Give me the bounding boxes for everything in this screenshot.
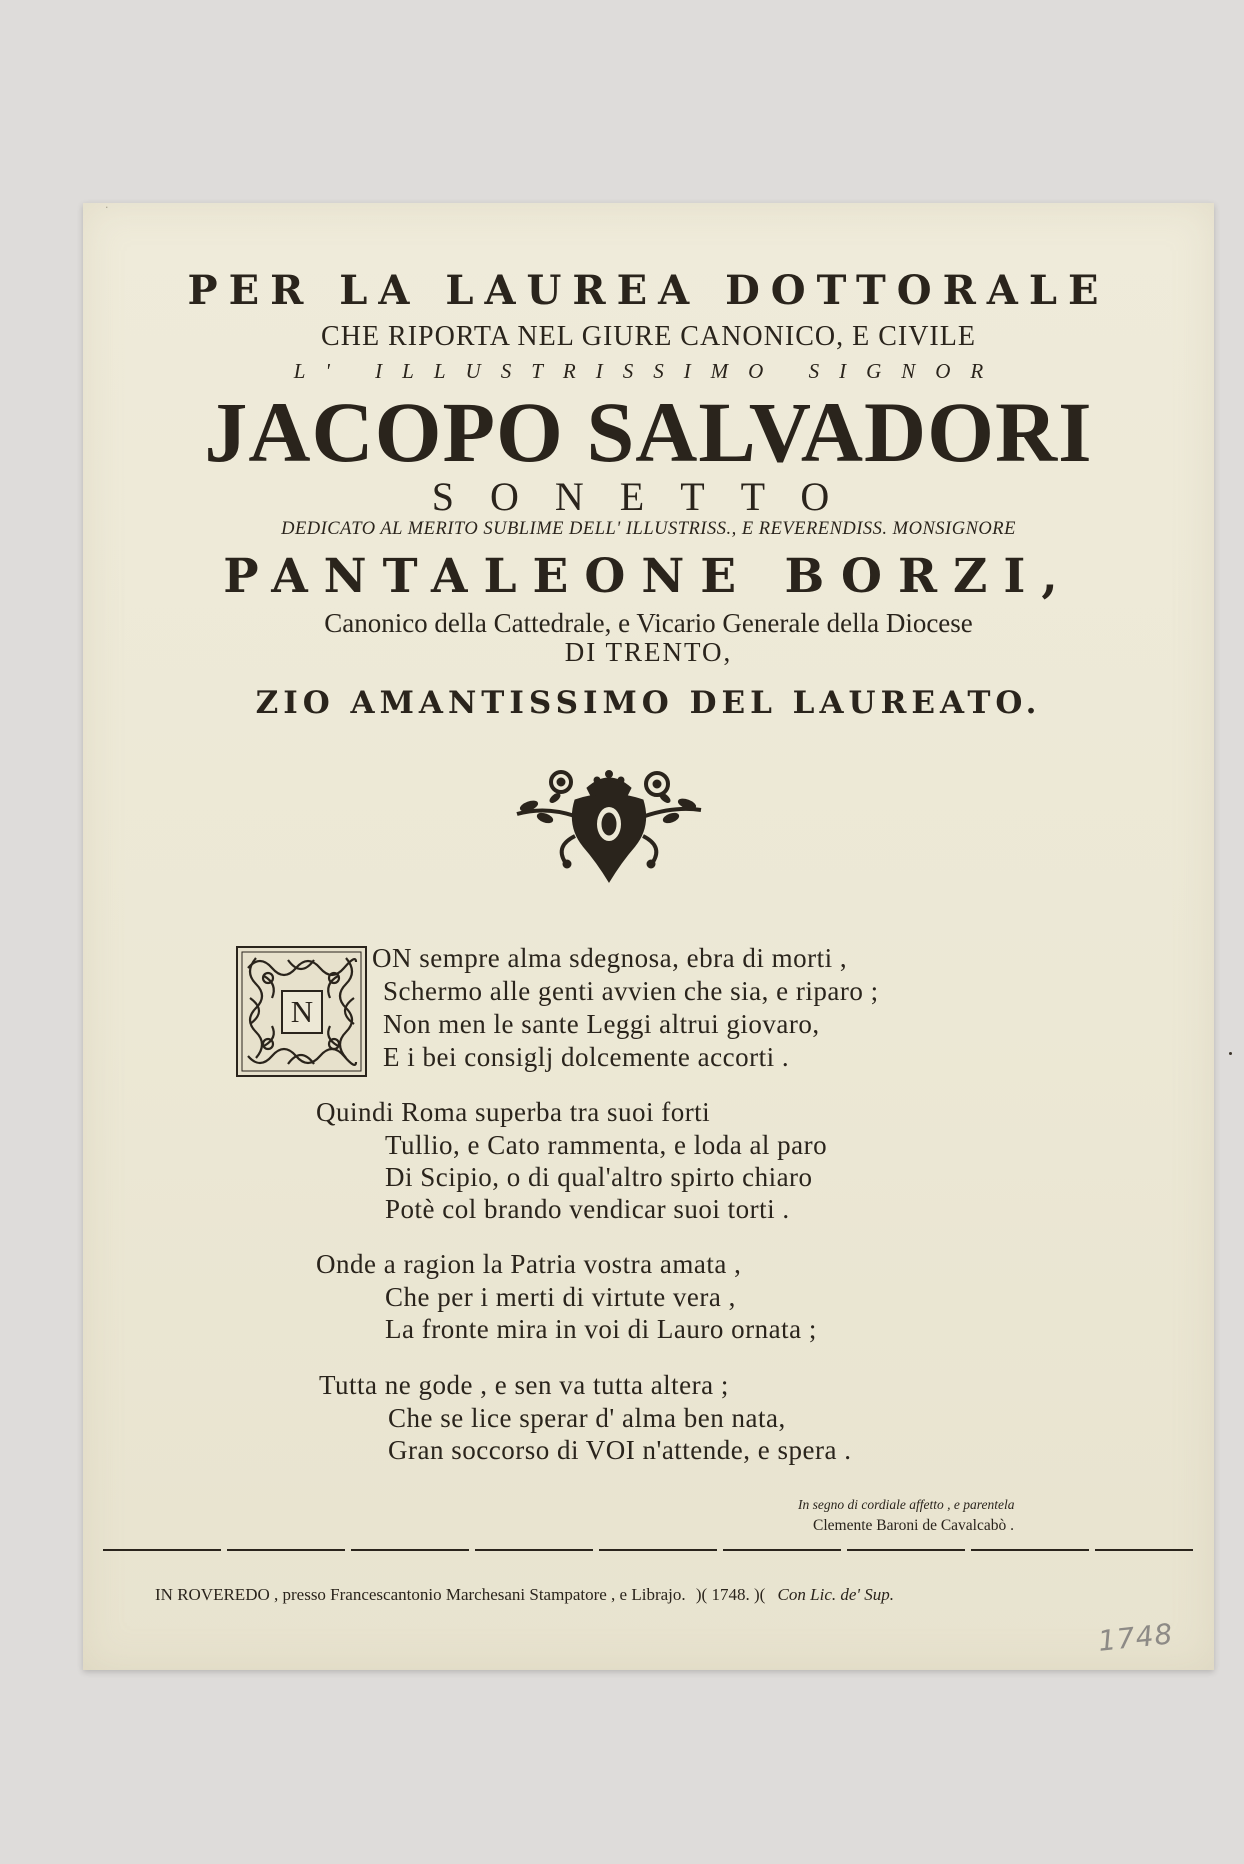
verse-line: Quindi Roma superba tra suoi forti bbox=[316, 1097, 711, 1127]
heading-riporta: CHE RIPORTA NEL GIURE CANONICO, E CIVILE bbox=[321, 321, 976, 352]
verse-line: Che per i merti di virtute vera , bbox=[385, 1282, 736, 1312]
verse-line: Gran soccorso di VOI n'attende, e spera . bbox=[388, 1435, 852, 1465]
dedicatee-city: DI TRENTO, bbox=[564, 637, 733, 667]
verse-line: ON sempre alma sdegnosa, ebra di morti , bbox=[372, 943, 848, 973]
ornament-cartouche-icon bbox=[515, 766, 703, 884]
imprint-year: )( 1748. )( bbox=[695, 1585, 766, 1604]
verse-line: E i bei consiglj dolcemente accorti . bbox=[383, 1042, 790, 1072]
verse-line: Tutta ne gode , e sen va tutta altera ; bbox=[319, 1370, 729, 1400]
heading-signor: L' ILLUSTRISSIMO SIGNOR bbox=[293, 359, 1004, 383]
broadside-sheet bbox=[83, 203, 1214, 1670]
imprint-line bbox=[155, 1585, 894, 1605]
verse-line: Che se lice sperar d' alma ben nata, bbox=[388, 1403, 786, 1433]
verse-line: Non men le sante Leggi altrui giovaro, bbox=[383, 1009, 820, 1039]
initial-letter: N bbox=[281, 990, 323, 1034]
verse-line: Potè col brando vendicar suoi torti . bbox=[385, 1194, 790, 1224]
heading-laurea: PER LA LAUREA DOTTORALE bbox=[187, 267, 1110, 314]
graduate-name: JACOPO SALVADORI bbox=[204, 384, 1093, 480]
imprint-license: Con Lic. de' Sup. bbox=[777, 1585, 895, 1604]
dedicatee-title: Canonico della Cattedrale, e Vicario Generale della Diocese bbox=[324, 608, 973, 638]
imprint-place: IN ROVEREDO , presso Francescantonio Marchesani Stampatore , e Librajo. bbox=[155, 1585, 686, 1604]
divider-rule bbox=[103, 1549, 1193, 1551]
signature-dedication: In segno di cordiale affetto , e parentela bbox=[798, 1497, 1015, 1512]
verse-line: Di Scipio, o di qual'altro spirto chiaro bbox=[385, 1162, 813, 1192]
heading-sonetto: SONETTO bbox=[431, 474, 866, 519]
relation-line: ZIO AMANTISSIMO DEL LAUREATO. bbox=[255, 685, 1042, 721]
verse-line: La fronte mira in voi di Lauro ornata ; bbox=[385, 1314, 817, 1344]
dedication-line: DEDICATO AL MERITO SUBLIME DELL' ILLUSTRISS., E REVERENDISS. MONSIGNORE bbox=[281, 519, 1016, 539]
decorated-initial bbox=[236, 946, 367, 1077]
verse-line: Onde a ragion la Patria vostra amata , bbox=[316, 1249, 742, 1279]
corner-mark-left: · bbox=[105, 201, 109, 214]
pencil-annotation: 1748 bbox=[1096, 1617, 1175, 1658]
verse-line: Tullio, e Cato rammenta, e loda al paro bbox=[385, 1130, 828, 1160]
margin-speck bbox=[1229, 1052, 1232, 1055]
signature-name: Clemente Baroni de Cavalcabò . bbox=[813, 1517, 1015, 1534]
verse-line: Schermo alle genti avvien che sia, e riparo ; bbox=[383, 976, 879, 1006]
dedicatee-name: PANTALEONE BORZI, bbox=[223, 549, 1074, 604]
